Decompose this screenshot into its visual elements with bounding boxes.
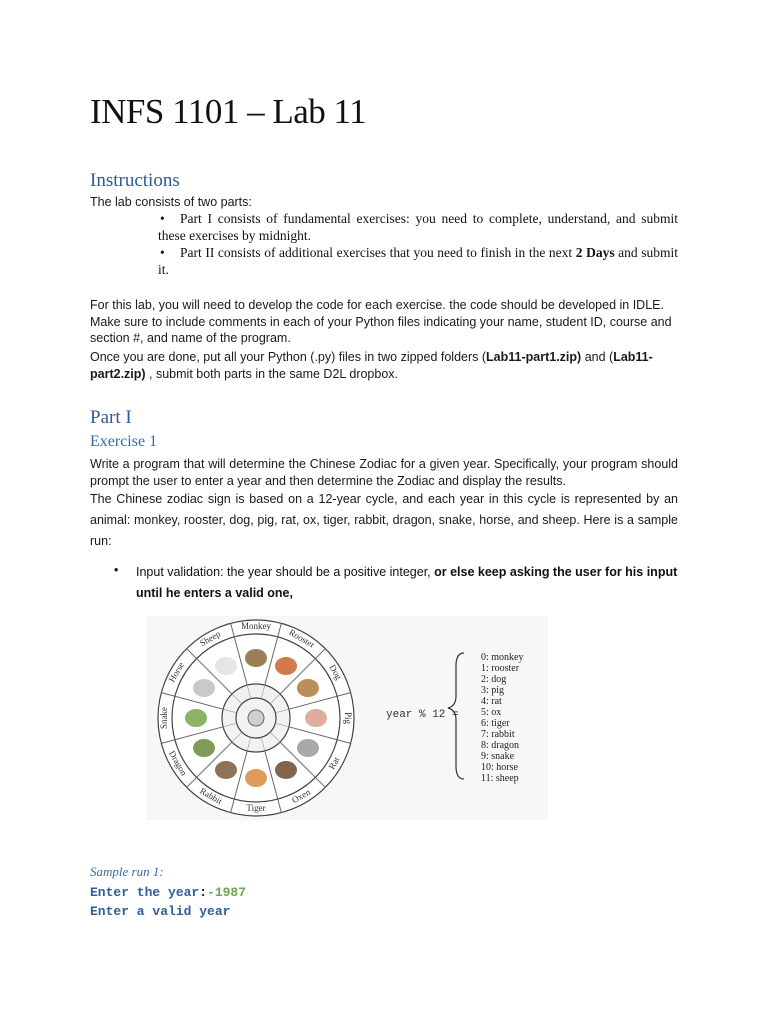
bullet-icon: • xyxy=(160,211,165,226)
zodiac-mapping-item: 7: rabbit xyxy=(481,729,515,740)
wheel-label-horse: Horse xyxy=(166,660,187,684)
validation-text: Input validation: the year should be a positive integer, xyxy=(136,565,435,579)
exercise1-para1: Write a program that will determine the Chinese Zodiac for a given year. Specifically, your program should prompt the user to enter a year and then determine the Zodiac and display the results. xyxy=(90,457,678,488)
bullet-icon: • xyxy=(160,245,165,260)
user-input-value: -1987 xyxy=(207,885,247,900)
input-validation-bullet xyxy=(136,562,682,604)
bullet-icon: • xyxy=(114,563,119,577)
zodiac-mapping-item: 4: rat xyxy=(481,696,502,707)
sample-run-label: Sample run 1: xyxy=(90,864,164,879)
bullet-part2-bold: 2 Days xyxy=(575,245,615,260)
para2-post: , submit both parts in the same D2L dropbox. xyxy=(145,366,399,381)
wheel-label-tiger: Tiger xyxy=(246,803,266,814)
wheel-label-rooster: Rooster xyxy=(287,627,317,650)
zodiac-mapping-list xyxy=(481,652,524,784)
modulo-formula: year % 12 = xyxy=(386,709,459,721)
animal-illustration-sheep xyxy=(215,657,237,675)
zodiac-mapping-item: 6: tiger xyxy=(481,718,510,729)
part1-heading: Part I xyxy=(90,407,132,428)
prompt-text: Enter the year xyxy=(90,885,200,900)
animal-illustration-oxen xyxy=(275,761,297,779)
zodiac-mapping-item: 11: sheep xyxy=(481,773,519,784)
animal-illustration-horse xyxy=(193,679,215,697)
animal-illustration-rooster xyxy=(275,657,297,675)
instructions-para1: For this lab, you will need to develop the code for each exercise. the code should be developed in IDLE. Make sure to include comments in each of your Python files indicating your name, student ID, course and section #, and name of the program. xyxy=(90,298,672,345)
animal-illustration-rabbit xyxy=(215,761,237,779)
para2-text: Once you are done, put all your Python (.py) files in two zipped folders ( xyxy=(90,350,487,364)
para2-mid: and ( xyxy=(581,350,614,364)
zip2-name: Lab11-part2.zip) xyxy=(90,350,653,381)
validation-bold: or else keep asking the user for his input until he enters a valid one, xyxy=(136,565,678,600)
animal-illustration-dog xyxy=(297,679,319,697)
wheel-label-dragon: Dragon xyxy=(166,748,190,778)
bullet-part2-post: and submit it. xyxy=(158,245,678,277)
wheel-label-snake: Snake xyxy=(159,707,170,729)
wheel-label-dog: Dog xyxy=(327,662,344,682)
wheel-label-rabbit: Rabbit xyxy=(198,785,224,807)
bullet-part1: Part I consists of fundamental exercises: you need to complete, understand, and submit these exercises by midnight. xyxy=(158,211,678,243)
instructions-para2 xyxy=(90,349,678,382)
zodiac-mapping-item: 5: ox xyxy=(481,707,502,718)
animal-illustration-dragon xyxy=(193,739,215,757)
bullet-part2 xyxy=(158,245,678,278)
zodiac-mapping-item: 3: pig xyxy=(481,685,505,696)
instructions-intro: The lab consists of two parts: xyxy=(90,195,252,209)
wheel-label-sheep: Sheep xyxy=(198,628,223,649)
wheel-label-oxen: Oxen xyxy=(290,786,312,806)
sample-run-response: Enter a valid year xyxy=(90,904,231,919)
exercise1-para2: The Chinese zodiac sign is based on a 12-year cycle, and each year in this cycle is represented by an animal: monkey, rooster, dog, pig, rat, ox, tiger, rabbit, dragon, snake, horse, and sheep. Here is a sample run: xyxy=(90,492,678,548)
zodiac-mapping-item: 1: rooster xyxy=(481,663,520,674)
zip1-name: Lab11-part1.zip) xyxy=(486,350,582,364)
zodiac-mapping-item: 2: dog xyxy=(481,674,507,685)
animal-illustration-pig xyxy=(305,709,327,727)
zodiac-mapping-item: 0: monkey xyxy=(481,652,524,663)
animal-illustration-rat xyxy=(297,739,319,757)
prompt-colon: : xyxy=(199,885,208,900)
animal-illustration-tiger xyxy=(245,769,267,787)
zodiac-mapping-item: 10: horse xyxy=(481,762,518,773)
sample-run-prompt-line xyxy=(90,885,246,900)
animal-illustration-snake xyxy=(185,709,207,727)
zodiac-mapping-item: 9: snake xyxy=(481,751,515,762)
wheel-label-pig: Pig xyxy=(342,711,353,725)
wheel-center-emblem xyxy=(248,710,264,726)
bullet-part2-text: Part II consists of additional exercises that you need to finish in the next xyxy=(180,245,576,260)
zodiac-mapping-item: 8: dragon xyxy=(481,740,520,751)
animal-illustration-monkey xyxy=(245,649,267,667)
instructions-heading: Instructions xyxy=(90,170,180,191)
exercise1-heading: Exercise 1 xyxy=(90,433,158,450)
wheel-label-rat: Rat xyxy=(326,755,342,771)
wheel-label-monkey: Monkey xyxy=(241,621,271,632)
page-title: INFS 1101 – Lab 11 xyxy=(90,92,367,131)
